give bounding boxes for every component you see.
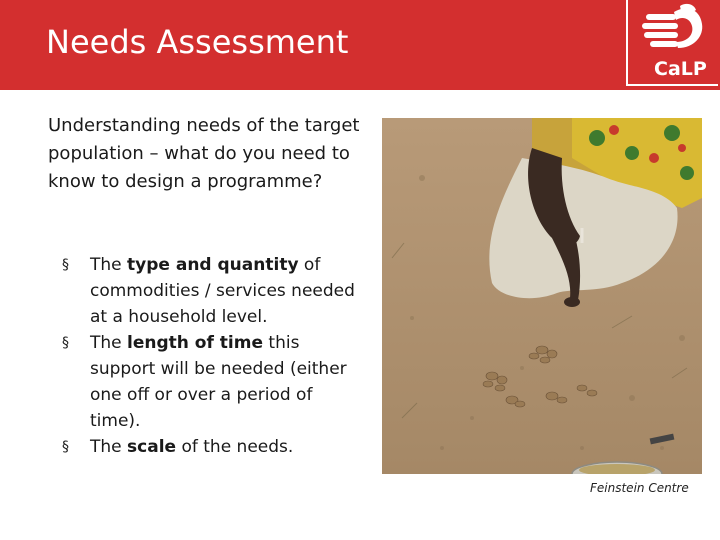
bullet-text: The <box>90 255 128 275</box>
bullet-item <box>62 434 362 460</box>
bullet-text: of commodities / services needed at a household level. <box>90 255 355 327</box>
logo-text: CaLP <box>654 58 707 80</box>
bullet-text: this support will be needed (either one off or over a period of time). <box>90 333 347 431</box>
bullet-bold: length of time <box>127 333 263 353</box>
slide-title: Needs Assessment <box>46 23 349 61</box>
bullet-bold: type and quantity <box>127 255 299 275</box>
bullet-item <box>62 330 362 434</box>
bullet-text: The <box>90 333 128 353</box>
hand-icon <box>636 2 716 62</box>
bullet-marker: § <box>62 335 69 351</box>
bullet-text: of the needs. <box>176 437 294 457</box>
intro-text: Understanding needs of the target population – what do you need to know to design a programme? <box>48 115 360 192</box>
bullet-text: The <box>90 437 128 457</box>
calp-logo <box>626 0 720 90</box>
photo-woman-sorting-seeds <box>382 118 702 474</box>
photo-caption: Feinstein Centre <box>590 481 689 495</box>
bullet-marker: § <box>62 257 69 273</box>
photo-illustration <box>382 118 702 474</box>
bullet-item <box>62 252 362 330</box>
bullet-marker: § <box>62 439 69 455</box>
bullet-list <box>62 252 362 460</box>
bullet-bold: scale <box>127 437 177 457</box>
title-banner <box>0 0 720 90</box>
